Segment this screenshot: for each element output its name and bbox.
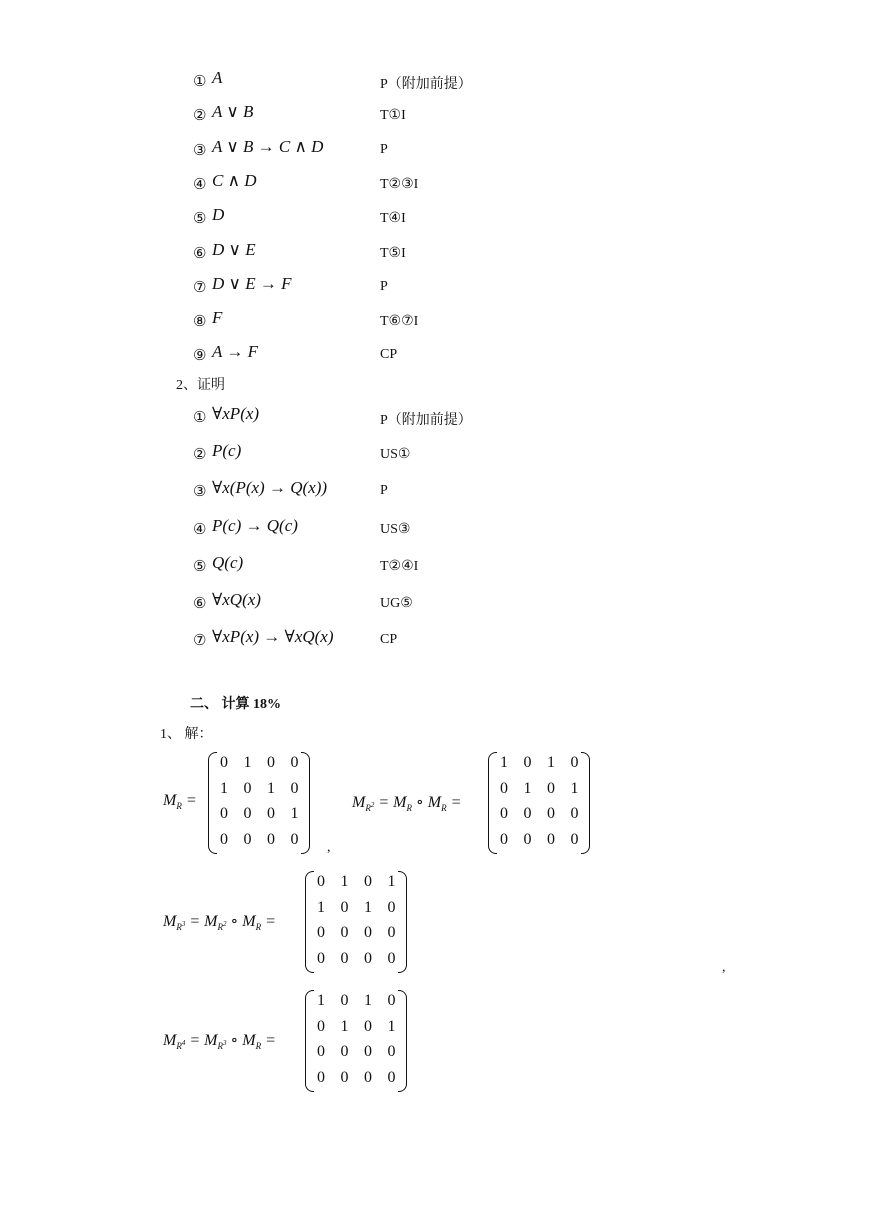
comma-2: ,	[722, 960, 726, 975]
matrix-cell: 0	[364, 873, 372, 890]
proof-1-step-formula: A → F	[212, 342, 258, 362]
matrix-cell: 0	[387, 898, 396, 916]
proof-1-step-number: ⑤	[193, 211, 207, 228]
matrix-mr4	[305, 990, 407, 1090]
matrix-cell: 1	[340, 1017, 349, 1035]
proof-2-step-number: ⑥	[193, 596, 207, 612]
matrix-cell: 0	[387, 949, 396, 967]
comma-1: ,	[327, 840, 331, 855]
proof-1-step-reason: T①I	[380, 108, 406, 124]
section-title: 二、 计算 18%	[190, 697, 281, 712]
matrix-cell: 0	[340, 992, 349, 1009]
label-mr: $M_R$ =	[163, 792, 197, 812]
matrix-cell: 0	[220, 805, 228, 822]
proof-2-step-number: ⑦	[193, 633, 207, 650]
proof-2-step-formula: Q(c)	[212, 552, 244, 572]
proof-1-step-number: ⑨	[193, 348, 207, 365]
solution-label: 1、 解：	[160, 727, 213, 742]
matrix-mr	[208, 752, 310, 852]
matrix-cell: 1	[243, 754, 252, 771]
matrix-cell: 1	[387, 1017, 396, 1035]
matrix-cell: 0	[317, 924, 325, 941]
proof-1-step-number: ⑦	[193, 279, 207, 296]
matrix-cell: 1	[220, 779, 228, 797]
matrix-cell: 0	[243, 830, 252, 848]
matrix-cell: 0	[523, 830, 532, 848]
proof-2-step-reason: CP	[380, 632, 398, 648]
proof-1-step-reason: T⑤I	[380, 245, 406, 261]
matrix-cell: 0	[547, 830, 555, 848]
matrix-cell: 0	[387, 992, 396, 1009]
matrix-cell: 0	[523, 754, 532, 771]
proof-2-step-reason: P（附加前提）	[380, 413, 472, 428]
matrix-cell: 0	[387, 1043, 396, 1060]
matrix-cell: 0	[243, 779, 252, 797]
proof-1-step-number: ④	[193, 176, 207, 193]
proof-2-step-reason: US③	[380, 521, 411, 537]
proof-2-step-number: ④	[193, 521, 207, 538]
proof-1-step-formula: D	[212, 205, 225, 225]
matrix-cell: 0	[340, 1068, 349, 1086]
proof-2-step-reason: P	[380, 483, 388, 499]
label-mr2: $M_{R^2} = M_R$ ∘ $M_R$ =	[352, 794, 462, 814]
matrix-cell: 0	[500, 830, 508, 848]
matrix-cell: 0	[267, 805, 275, 822]
matrix-cell: 0	[547, 805, 555, 822]
matrix-cell: 0	[267, 830, 275, 848]
proof-1-step-number: ①	[193, 74, 207, 90]
matrix-cell: 0	[387, 924, 396, 941]
matrix-cell: 0	[570, 830, 579, 848]
proof-1-step-formula: F	[212, 308, 223, 328]
matrix-cell: 0	[317, 1043, 325, 1060]
matrix-cell: 0	[317, 1068, 325, 1086]
proof-2-step-formula: P(c) → Q(c)	[212, 515, 298, 535]
matrix-cell: 0	[364, 1043, 372, 1060]
matrix-cell: 0	[340, 1043, 349, 1060]
proof-2-heading: 2、证明	[176, 378, 225, 393]
proof-1-step-reason: P	[380, 278, 388, 294]
matrix-cell: 0	[570, 754, 579, 771]
matrix-cell: 1	[500, 754, 508, 771]
matrix-cell: 1	[317, 992, 325, 1009]
proof-2-step-formula: ∀xQ(x)	[212, 590, 261, 609]
matrix-cell: 0	[364, 949, 372, 967]
proof-2-step-reason: US①	[380, 447, 411, 463]
matrix-cell: 1	[364, 992, 372, 1009]
matrix-cell: 0	[317, 1017, 325, 1035]
matrix-cell: 0	[364, 1017, 372, 1035]
matrix-cell: 0	[387, 1068, 396, 1086]
matrix-cell: 0	[500, 779, 508, 797]
proof-1-step-reason: T②③I	[380, 176, 419, 192]
matrix-cell: 0	[570, 805, 579, 822]
matrix-cell: 0	[290, 754, 299, 771]
matrix-cell: 1	[317, 898, 325, 916]
proof-1-step-formula: A ∨ B → C ∧ D	[212, 136, 324, 156]
matrix-cell: 1	[267, 779, 275, 797]
matrix-cell: 0	[317, 873, 325, 890]
matrix-cell: 0	[500, 805, 508, 822]
matrix-cell: 0	[290, 830, 299, 848]
label-mr4: $M_{R^4} = M_{R^3}$ ∘ $M_R$ =	[163, 1032, 276, 1052]
matrix-cell: 0	[364, 1068, 372, 1086]
proof-2-step-reason: T②④I	[380, 558, 419, 574]
matrix-cell: 0	[220, 754, 228, 771]
proof-2-step-formula: ∀xP(x) → ∀xQ(x)	[212, 627, 334, 647]
matrix-cell: 1	[364, 898, 372, 916]
proof-2-step-number: ②	[193, 447, 207, 464]
proof-1-step-formula: D ∨ E → F	[212, 273, 292, 293]
matrix-cell: 0	[523, 805, 532, 822]
proof-2-step-number: ⑤	[193, 558, 207, 575]
matrix-cell: 1	[290, 805, 299, 822]
matrix-cell: 1	[570, 779, 579, 797]
matrix-cell: 0	[290, 779, 299, 797]
proof-1-step-reason: P（附加前提）	[380, 77, 472, 92]
matrix-cell: 0	[340, 898, 349, 916]
label-mr3: $M_{R^3} = M_{R^2}$ ∘ $M_R$ =	[163, 913, 276, 933]
matrix-cell: 1	[387, 873, 396, 890]
proof-1-step-reason: T⑥⑦I	[380, 314, 419, 330]
proof-1-step-formula: A	[212, 68, 223, 87]
proof-1-step-number: ②	[193, 108, 207, 125]
matrix-cell: 0	[364, 924, 372, 941]
proof-1-step-reason: CP	[380, 347, 398, 363]
matrix-cell: 1	[523, 779, 532, 797]
proof-1-step-formula: D ∨ E	[212, 239, 256, 259]
proof-1-step-number: ⑥	[193, 245, 207, 262]
matrix-cell: 0	[340, 924, 349, 941]
matrix-mr3	[305, 871, 407, 971]
matrix-cell: 0	[220, 830, 228, 848]
proof-2-step-reason: UG⑤	[380, 596, 413, 611]
proof-2-step-number: ①	[193, 410, 207, 426]
matrix-cell: 0	[267, 754, 275, 771]
matrix-cell: 1	[547, 754, 555, 771]
matrix-cell: 0	[317, 949, 325, 967]
matrix-cell: 0	[547, 779, 555, 797]
proof-1-step-number: ⑧	[193, 314, 207, 331]
proof-1-step-formula: C ∧ D	[212, 170, 257, 190]
proof-1-step-reason: T④I	[380, 211, 406, 227]
proof-1-step-formula: A ∨ B	[212, 102, 254, 122]
matrix-cell: 0	[243, 805, 252, 822]
proof-2-step-formula: ∀x(P(x) → Q(x))	[212, 478, 328, 498]
proof-1-step-number: ③	[193, 142, 207, 159]
proof-1-step-reason: P	[380, 141, 388, 157]
matrix-cell: 1	[340, 873, 349, 890]
matrix-cell: 0	[340, 949, 349, 967]
proof-2-step-number: ③	[193, 484, 207, 501]
proof-2-step-formula: P(c)	[212, 441, 242, 461]
proof-2-step-formula: ∀xP(x)	[212, 404, 260, 423]
matrix-mr2	[488, 752, 590, 852]
